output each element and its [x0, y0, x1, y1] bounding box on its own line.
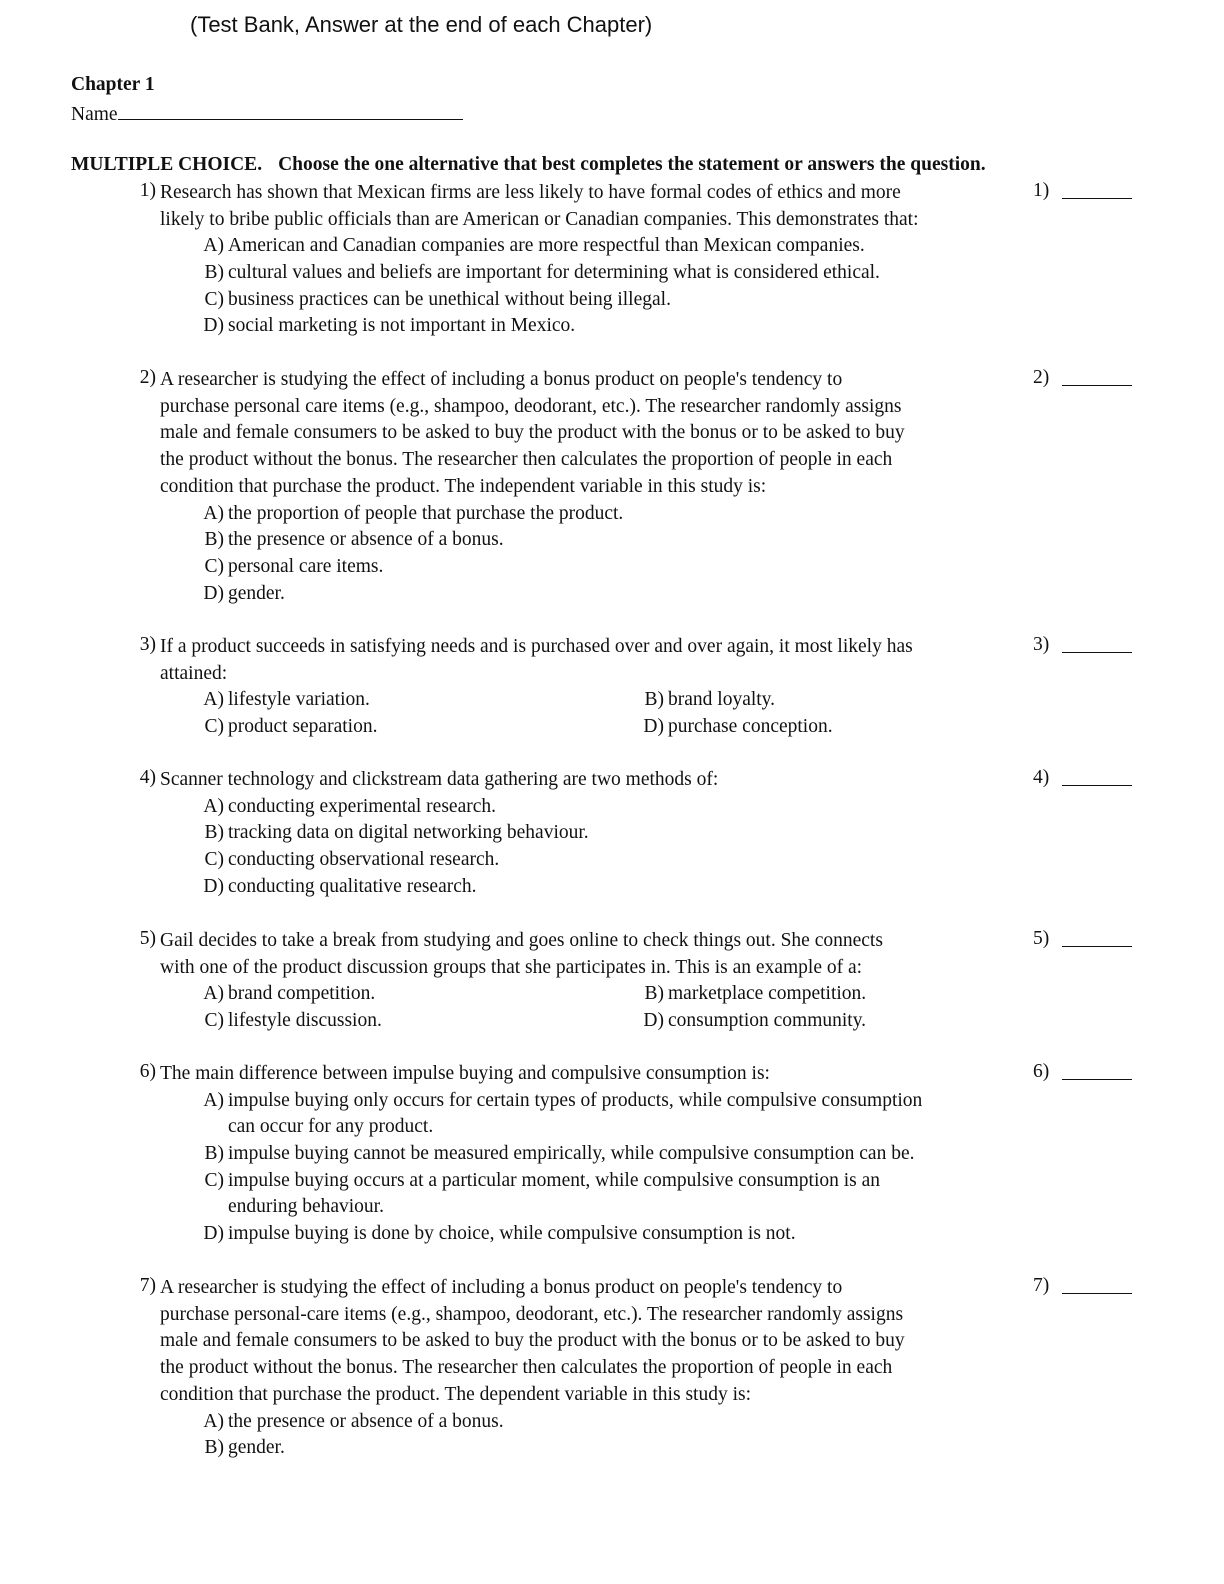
option-letter: B)	[204, 822, 224, 844]
option-letter: A)	[203, 689, 224, 711]
option-text: gender.	[228, 1437, 285, 1459]
answer-option[interactable]	[180, 820, 1060, 847]
question-text-line: Research has shown that Mexican firms are less likely to have formal codes of ethics and more	[160, 182, 901, 203]
option-letter: C)	[204, 1010, 224, 1032]
question-text	[160, 634, 913, 738]
answer-option[interactable]	[180, 1168, 1060, 1221]
option-text: conducting qualitative research.	[228, 875, 477, 897]
option-letter: A)	[203, 502, 224, 524]
answer-option[interactable]	[180, 287, 1060, 314]
answer-option[interactable]	[180, 313, 1060, 340]
question-text-line: male and female consumers to be asked to buy the product with the bonus or to be asked to buy	[160, 1330, 905, 1352]
option-text-continued: can occur for any product.	[228, 1116, 434, 1138]
question-text	[160, 767, 719, 897]
option-text: conducting experimental research.	[228, 795, 497, 817]
question-text-line: likely to bribe public officials than are American or Canadian companies. This demonstrates that:	[160, 208, 919, 230]
option-letter: D)	[203, 875, 224, 897]
answer-number: 5)	[1033, 928, 1050, 949]
answer-blank[interactable]	[1062, 652, 1132, 653]
answer-option[interactable]	[180, 874, 1060, 901]
option-text: social marketing is not important in Mexico.	[228, 315, 576, 337]
option-letter: A)	[203, 795, 224, 817]
option-letter: A)	[203, 1410, 224, 1432]
name-blank-line[interactable]	[118, 101, 463, 120]
option-text: tracking data on digital networking behaviour.	[228, 822, 589, 844]
answer-number: 7)	[1033, 1275, 1050, 1296]
option-text: cultural values and beliefs are important for determining what is considered ethical.	[228, 262, 880, 284]
name-field	[71, 101, 463, 126]
option-text: gender.	[228, 582, 285, 604]
answer-option[interactable]	[180, 1141, 1060, 1168]
question-text-line: attained:	[160, 662, 228, 684]
question-text-line: If a product succeeds in satisfying needs and is purchased over and over again, it most likely has	[160, 636, 913, 657]
option-letter: C)	[204, 555, 224, 577]
question-text	[160, 367, 905, 604]
question-text-line: with one of the product discussion groups that she participates in. This is an example of a:	[160, 956, 863, 978]
answer-option[interactable]	[180, 527, 1060, 554]
option-letter: B)	[204, 262, 224, 284]
chapter-title: Chapter 1	[71, 74, 155, 95]
option-letter: A)	[203, 235, 224, 257]
option-letter: B)	[644, 983, 664, 1005]
option-text: impulse buying is done by choice, while compulsive consumption is not.	[228, 1223, 796, 1245]
answer-option[interactable]	[180, 554, 1060, 581]
answer-blank[interactable]	[1062, 1293, 1132, 1294]
option-letter: B)	[204, 1143, 224, 1165]
option-text: the presence or absence of a bonus.	[228, 1410, 504, 1432]
option-letter: B)	[204, 529, 224, 551]
answer-blank[interactable]	[1062, 946, 1132, 947]
option-text: impulse buying only occurs for certain types of products, while compulsive consumption	[228, 1089, 923, 1111]
answer-option[interactable]	[180, 1221, 1060, 1248]
question-number: 5)	[139, 928, 156, 949]
question-text-line: Scanner technology and clickstream data gathering are two methods of:	[160, 769, 719, 790]
answer-option[interactable]	[180, 1435, 1060, 1462]
option-text: lifestyle variation.	[228, 689, 370, 711]
option-letter: D)	[203, 1223, 224, 1245]
answer-option[interactable]	[180, 714, 600, 741]
question-text-line: condition that purchase the product. The dependent variable in this study is:	[160, 1383, 751, 1405]
option-letter: C)	[204, 288, 224, 310]
question-number: 3)	[139, 634, 156, 655]
answer-number: 4)	[1033, 767, 1050, 788]
question-text	[160, 928, 883, 1032]
question-text	[160, 1061, 923, 1245]
option-text: product separation.	[228, 716, 378, 738]
question-text-line: the product without the bonus. The researcher then calculates the proportion of people in each	[160, 1357, 893, 1379]
question-text-line: A researcher is studying the effect of including a bonus product on people's tendency to	[160, 1277, 843, 1298]
answer-option[interactable]	[620, 714, 1040, 741]
answer-option[interactable]	[180, 687, 600, 714]
answer-blank[interactable]	[1062, 785, 1132, 786]
answer-number: 2)	[1033, 367, 1050, 388]
question-text-line: the product without the bonus. The researcher then calculates the proportion of people in each	[160, 449, 893, 471]
question-text-line: condition that purchase the product. The independent variable in this study is:	[160, 475, 767, 497]
answer-option[interactable]	[180, 981, 600, 1008]
answer-option[interactable]	[180, 794, 1060, 821]
question-text	[160, 1275, 905, 1459]
question-text-line: purchase personal-care items (e.g., shampoo, deodorant, etc.). The researcher randomly assigns	[160, 1303, 904, 1325]
answer-number: 1)	[1033, 180, 1050, 201]
question-text-line: A researcher is studying the effect of including a bonus product on people's tendency to	[160, 369, 843, 390]
answer-number: 3)	[1033, 634, 1050, 655]
answer-option[interactable]	[620, 687, 1040, 714]
option-letter: D)	[203, 582, 224, 604]
answer-option[interactable]	[620, 1008, 1040, 1035]
question-number: 4)	[139, 767, 156, 788]
answer-option[interactable]	[180, 1409, 1060, 1436]
option-text-continued: enduring behaviour.	[228, 1196, 384, 1218]
page-header: (Test Bank, Answer at the end of each Chapter)	[190, 12, 653, 37]
option-text: consumption community.	[668, 1010, 867, 1032]
section-title: MULTIPLE CHOICE.	[71, 154, 263, 175]
question-text-line: male and female consumers to be asked to buy the product with the bonus or to be asked to buy	[160, 422, 905, 444]
answer-option[interactable]	[180, 1088, 1060, 1141]
option-text: conducting observational research.	[228, 849, 500, 871]
question-text-line: The main difference between impulse buying and compulsive consumption is:	[160, 1063, 770, 1084]
answer-blank[interactable]	[1062, 385, 1132, 386]
option-text: the presence or absence of a bonus.	[228, 529, 504, 551]
answer-option[interactable]	[180, 847, 1060, 874]
option-letter: D)	[643, 716, 664, 738]
option-text: brand competition.	[228, 983, 376, 1005]
answer-option[interactable]	[180, 233, 1060, 260]
answer-option[interactable]	[180, 260, 1060, 287]
question-number: 2)	[139, 367, 156, 388]
option-text: lifestyle discussion.	[228, 1010, 382, 1032]
option-text: impulse buying cannot be measured empirically, while compulsive consumption can be.	[228, 1143, 915, 1165]
option-text: American and Canadian companies are more respectful than Mexican companies.	[228, 235, 865, 257]
question-text-line: purchase personal care items (e.g., shampoo, deodorant, etc.). The researcher randomly assigns	[160, 395, 902, 417]
question-number: 1)	[139, 180, 156, 201]
answer-blank[interactable]	[1062, 1079, 1132, 1080]
option-text: business practices can be unethical without being illegal.	[228, 288, 671, 310]
option-text: purchase conception.	[668, 716, 833, 738]
option-text: the proportion of people that purchase the product.	[228, 502, 624, 524]
answer-option[interactable]	[180, 1008, 600, 1035]
option-letter: C)	[204, 849, 224, 871]
section-heading	[71, 154, 986, 176]
answer-option[interactable]	[180, 581, 1060, 608]
question-text-line: Gail decides to take a break from studying and goes online to check things out. She connects	[160, 930, 883, 951]
option-text: brand loyalty.	[668, 689, 776, 711]
option-letter: C)	[204, 716, 224, 738]
option-letter: B)	[644, 689, 664, 711]
name-label: Name	[71, 104, 118, 125]
option-letter: C)	[204, 1169, 224, 1191]
question-number: 6)	[139, 1061, 156, 1082]
option-text: impulse buying occurs at a particular moment, while compulsive consumption is an	[228, 1169, 881, 1191]
question-text	[160, 180, 919, 337]
answer-number: 6)	[1033, 1061, 1050, 1082]
option-letter: A)	[203, 1089, 224, 1111]
answer-blank[interactable]	[1062, 198, 1132, 199]
option-text: marketplace competition.	[668, 983, 867, 1005]
option-letter: D)	[203, 315, 224, 337]
option-letter: B)	[204, 1437, 224, 1459]
option-letter: A)	[203, 983, 224, 1005]
section-instruction: Choose the one alternative that best completes the statement or answers the question.	[278, 154, 986, 175]
question-number: 7)	[139, 1275, 156, 1296]
answer-option[interactable]	[620, 981, 1040, 1008]
option-letter: D)	[643, 1010, 664, 1032]
option-text: personal care items.	[228, 555, 384, 577]
answer-option[interactable]	[180, 501, 1060, 528]
